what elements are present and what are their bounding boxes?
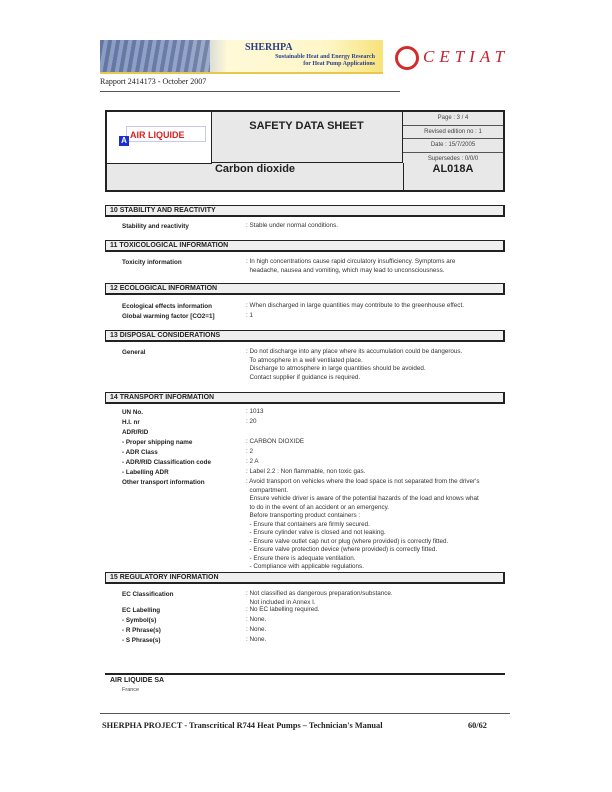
row-label: Global warming factor [CO2=1] [122, 313, 215, 320]
cetiat-logo [395, 44, 515, 74]
row-label: EC Classification [122, 591, 174, 598]
cetiat-circle-icon [395, 46, 419, 70]
sheet-date: Date : 15/7/2005 [403, 139, 503, 153]
section-12-header: 12 ECOLOGICAL INFORMATION [105, 283, 505, 295]
row-label: - Proper shipping name [122, 439, 193, 446]
row-label: - ADR Class [122, 449, 158, 456]
banner-title: SHERHPA [245, 42, 293, 53]
banner-subtitle [225, 54, 375, 68]
row-label: Other transport information [122, 479, 205, 486]
revised-edition: Revised edition no : 1 [403, 126, 503, 140]
row-value: : Label 2.2 : Non flammable, non toxic gas. [246, 468, 366, 475]
divider [105, 673, 505, 675]
section-13-header: 13 DISPOSAL CONSIDERATIONS [105, 330, 505, 342]
row-label: - Labelling ADR [122, 469, 169, 476]
company-country: France [122, 687, 140, 693]
logo-mark-icon: A [119, 136, 129, 146]
company-name: AIR LIQUIDE SA [110, 677, 165, 684]
banner-subtitle-2: for Heat Pump Applications [303, 61, 375, 67]
row-value: : 2 A [246, 458, 259, 465]
row-value: : None. [246, 616, 267, 623]
row-label: UN No. [122, 409, 143, 416]
section-11-header: 11 TOXICOLOGICAL INFORMATION [105, 240, 505, 252]
sherhpa-banner [100, 40, 383, 74]
row-label: - ADR/RID Classification code [122, 459, 211, 466]
section-15-header: 15 REGULATORY INFORMATION [105, 572, 505, 584]
row-label: Stability and reactivity [122, 223, 189, 230]
row-value: : None. [246, 636, 267, 643]
row-value: : No EC labelling required. [246, 606, 320, 613]
divider [100, 91, 400, 92]
product-code: AL018A [432, 163, 474, 175]
air-liquide-logo [107, 112, 212, 164]
sheet-title: SAFETY DATA SHEET [211, 112, 403, 163]
row-value: : When discharged in large quantities may contribute to the greenhouse effect. [246, 302, 464, 309]
page-info: Page : 3 / 4 [403, 112, 503, 126]
row-value: : CARBON DIOXIDE [246, 438, 305, 445]
supersedes: Supersedes : 0/0/0 [427, 155, 479, 162]
cetiat-text: CETIAT [423, 47, 510, 66]
row-value: : 2 [246, 448, 254, 455]
row-label: - S Phrase(s) [122, 637, 161, 644]
section-14-header: 14 TRANSPORT INFORMATION [105, 392, 505, 404]
banner-image [100, 40, 210, 72]
row-value: : 1013 [246, 408, 264, 415]
row-label: - R Phrase(s) [122, 627, 161, 634]
row-value: : Stable under normal conditions. [246, 222, 339, 229]
banner-subtitle-1: Sustainable Heat and Energy Research [275, 54, 375, 60]
footer-text: SHERPHA PROJECT - Transcritical R744 Heat Pumps – Technician's Manual [102, 721, 383, 730]
row-label: ADR/RID [122, 429, 149, 436]
row-value: : In high concentrations cause rapid circulatory insufficiency. Symptoms are headache, nausea and vomiting, which may lead to unconsciousness. [246, 258, 456, 274]
row-value: : 20 [246, 418, 257, 425]
row-label: H.I. nr [122, 419, 140, 426]
row-label: Ecological effects information [122, 303, 212, 310]
row-value: : Avoid transport on vehicles where the load space is not separated from the driver's compartment. Ensure vehicle driver is aware of the potential hazards of the load and knows what to do in the event of an accident or an emergency. Before transporting product containers : - Ensure that containers are firmly secured. - Ensure cylinder valve is closed and not leaking. - Ensure valve outlet cap nut or plug (where provided) is correctly fitted. - Ensure valve protection device (where provided) is correctly fitted. - Ensure there is adequate ventilation. - Compliance with applicable regulations. [246, 478, 480, 570]
section-10-header: 10 STABILITY AND REACTIVITY [105, 205, 505, 217]
row-value: : Do not discharge into any place where its accumulation could be dangerous. To atmosphere in a well ventilated place. Discharge to atmosphere in large quantities should be avoided. Contact supplier if guidance is required. [246, 348, 463, 381]
sds-header-table [105, 110, 505, 192]
row-value: : Not classified as dangerous preparation/substance. Not included in Annex I. [246, 590, 393, 606]
row-value: : 1 [246, 312, 254, 319]
product-name: Carbon dioxide [107, 163, 404, 190]
sheet-meta [403, 112, 503, 165]
logo-text: AIR LIQUIDE [126, 126, 206, 142]
row-label: EC Labelling [122, 607, 161, 614]
row-label: - Symbol(s) [122, 617, 157, 624]
row-value: : None. [246, 626, 267, 633]
divider [100, 713, 510, 714]
row-label: Toxicity information [122, 259, 182, 266]
footer-page-number: 60/62 [468, 721, 487, 730]
row-label: General [122, 349, 146, 356]
report-reference: Rapport 2414173 - October 2007 [100, 77, 207, 86]
